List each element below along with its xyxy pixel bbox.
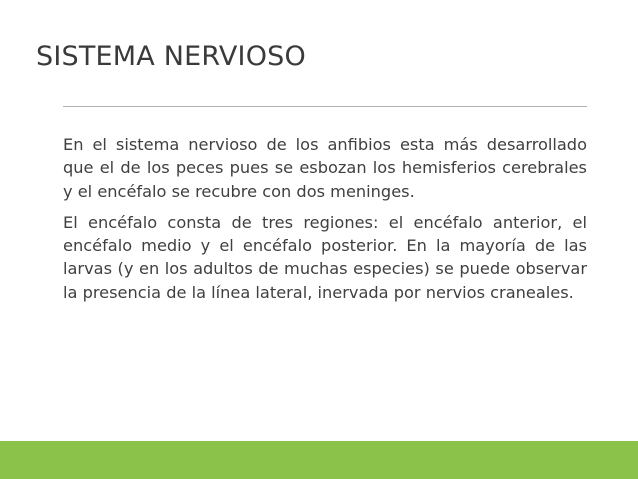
footer-accent-bar bbox=[0, 441, 638, 479]
title-divider bbox=[63, 106, 587, 107]
slide-body bbox=[63, 133, 587, 312]
paragraph-2: El encéfalo consta de tres regiones: el encéfalo anterior, el encéfalo medio y el encéfalo posterior. En la mayoría de las larvas (y en los adultos de muchas especies) se puede observar la presencia de la línea lateral, inervada por nervios craneales. bbox=[63, 212, 587, 302]
paragraph-1: En el sistema nervioso de los anfibios esta más desarrollado que el de los peces pues se esbozan los hemisferios cerebrales y el encéfalo se recubre con dos meninges. bbox=[63, 135, 587, 201]
slide-title: SISTEMA NERVIOSO bbox=[36, 41, 306, 72]
